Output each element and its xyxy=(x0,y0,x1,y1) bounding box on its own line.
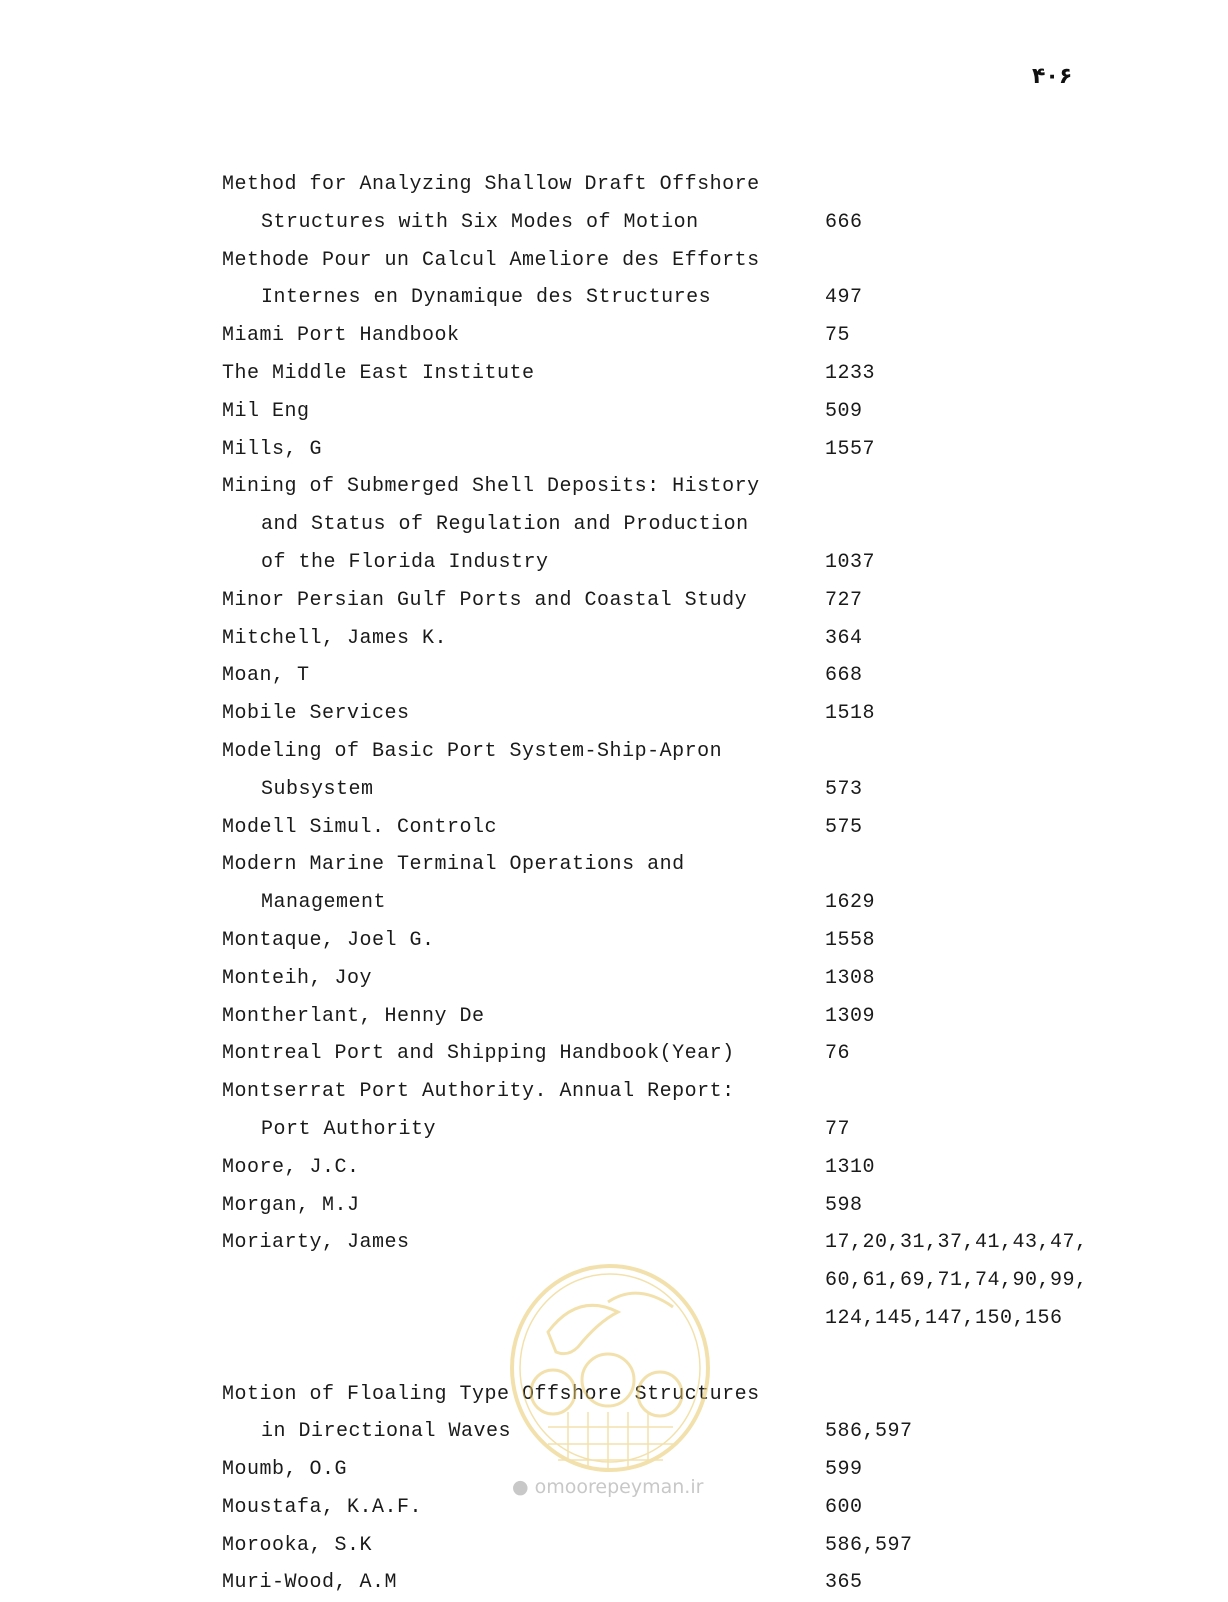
index-line xyxy=(222,582,1122,620)
page-references: 573 xyxy=(825,777,863,801)
page-references: 17,20,31,37,41,43,47, xyxy=(825,1231,1088,1255)
entry-title: Moumb, O.G xyxy=(222,1458,348,1482)
page-references: 77 xyxy=(825,1117,851,1141)
index-line xyxy=(222,1073,1122,1111)
page-references: 599 xyxy=(825,1458,863,1482)
page-references: 1557 xyxy=(825,437,876,461)
entry-title: Moan, T xyxy=(222,664,310,688)
index-line xyxy=(222,922,1122,960)
page-references: 668 xyxy=(825,664,863,688)
index-line xyxy=(222,884,1122,922)
index-line xyxy=(222,317,1122,355)
page-references: 497 xyxy=(825,286,863,310)
entry-title: and Status of Regulation and Production xyxy=(261,513,749,537)
entry-title: Montaque, Joel G. xyxy=(222,928,435,952)
page-references: 1518 xyxy=(825,702,876,726)
index-line xyxy=(222,998,1122,1036)
index-line xyxy=(222,1527,1122,1565)
entry-title: Moriarty, James xyxy=(222,1231,410,1255)
page-references: 364 xyxy=(825,626,863,650)
entry-title: Minor Persian Gulf Ports and Coastal Study xyxy=(222,588,748,612)
index-line xyxy=(222,242,1122,280)
globe-icon: ● xyxy=(512,1476,529,1498)
entry-title: Modern Marine Terminal Operations and xyxy=(222,853,685,877)
entry-title: Mil Eng xyxy=(222,399,310,423)
entry-title: Methode Pour un Calcul Ameliore des Efforts xyxy=(222,248,760,272)
page-references: 575 xyxy=(825,815,863,839)
page-references: 75 xyxy=(825,324,851,348)
page-references: 1037 xyxy=(825,550,876,574)
page-references: 76 xyxy=(825,1042,851,1066)
entry-title: Moustafa, K.A.F. xyxy=(222,1495,423,1519)
page-references: 586,597 xyxy=(825,1533,913,1557)
entry-title: of the Florida Industry xyxy=(261,550,549,574)
index-line xyxy=(222,431,1122,469)
index-line xyxy=(222,733,1122,771)
page-references: 1629 xyxy=(825,891,876,915)
index-line xyxy=(222,771,1122,809)
entry-title: Morooka, S.K xyxy=(222,1533,373,1557)
page-references: 509 xyxy=(825,399,863,423)
entry-title: Modell Simul. Controlc xyxy=(222,815,498,839)
page-references: 598 xyxy=(825,1193,863,1217)
page-references: 60,61,69,71,74,90,99, xyxy=(825,1269,1088,1293)
entry-title: Moore, J.C. xyxy=(222,1155,360,1179)
entry-title: Montserrat Port Authority. Annual Report: xyxy=(222,1080,735,1104)
watermark-site: ● omoorepeyman.ir xyxy=(512,1476,704,1498)
page-references: 600 xyxy=(825,1495,863,1519)
index-line xyxy=(222,468,1122,506)
entry-title: Muri-Wood, A.M xyxy=(222,1571,398,1595)
page-number: ۴۰۶ xyxy=(1032,64,1073,89)
index-line xyxy=(222,657,1122,695)
index-line xyxy=(222,506,1122,544)
entry-title: in Directional Waves xyxy=(261,1420,512,1444)
index-line xyxy=(222,846,1122,884)
entry-title: Structures with Six Modes of Motion xyxy=(261,210,699,234)
entry-title: Internes en Dynamique des Structures xyxy=(261,286,712,310)
entry-title: Management xyxy=(261,891,387,915)
page-references: 586,597 xyxy=(825,1420,913,1444)
entry-title: The Middle East Institute xyxy=(222,361,535,385)
index-line xyxy=(222,166,1122,204)
index-line xyxy=(222,620,1122,658)
entry-title: Montreal Port and Shipping Handbook(Year) xyxy=(222,1042,735,1066)
index-line xyxy=(222,204,1122,242)
entry-title: Port Authority xyxy=(261,1117,437,1141)
page-references: 666 xyxy=(825,210,863,234)
page-references: 1308 xyxy=(825,966,876,990)
entry-title: Modeling of Basic Port System-Ship-Apron xyxy=(222,739,723,763)
index-line xyxy=(222,1224,1122,1262)
page-references: 1310 xyxy=(825,1155,876,1179)
page-references: 124,145,147,150,156 xyxy=(825,1306,1063,1330)
entry-title: Subsystem xyxy=(261,777,374,801)
page-references: 365 xyxy=(825,1571,863,1595)
page-references: 1558 xyxy=(825,928,876,952)
watermark-logo xyxy=(508,1262,712,1474)
index-line xyxy=(222,393,1122,431)
index-line xyxy=(222,960,1122,998)
page-references: 727 xyxy=(825,588,863,612)
index-line xyxy=(222,1111,1122,1149)
index-line xyxy=(222,1149,1122,1187)
index-line xyxy=(222,1187,1122,1225)
index-line xyxy=(222,695,1122,733)
entry-title: Monteih, Joy xyxy=(222,966,373,990)
entry-title: Miami Port Handbook xyxy=(222,324,460,348)
index-line xyxy=(222,279,1122,317)
entry-title: Method for Analyzing Shallow Draft Offshore xyxy=(222,173,760,196)
entry-title: Morgan, M.J xyxy=(222,1193,360,1217)
entry-title: Mills, G xyxy=(222,437,323,461)
entry-title: Montherlant, Henny De xyxy=(222,1004,485,1028)
index-line xyxy=(222,544,1122,582)
page-references: 1233 xyxy=(825,361,876,385)
entry-title: Mitchell, James K. xyxy=(222,626,448,650)
index-line xyxy=(222,355,1122,393)
index-line xyxy=(222,1035,1122,1073)
page-references: 1309 xyxy=(825,1004,876,1028)
index-line xyxy=(222,809,1122,847)
entry-title: Motion of Floaling Type Offshore Structures xyxy=(222,1382,760,1406)
index-line xyxy=(222,1564,1122,1602)
entry-title: Mining of Submerged Shell Deposits: History xyxy=(222,475,760,499)
entry-title: Mobile Services xyxy=(222,702,410,726)
